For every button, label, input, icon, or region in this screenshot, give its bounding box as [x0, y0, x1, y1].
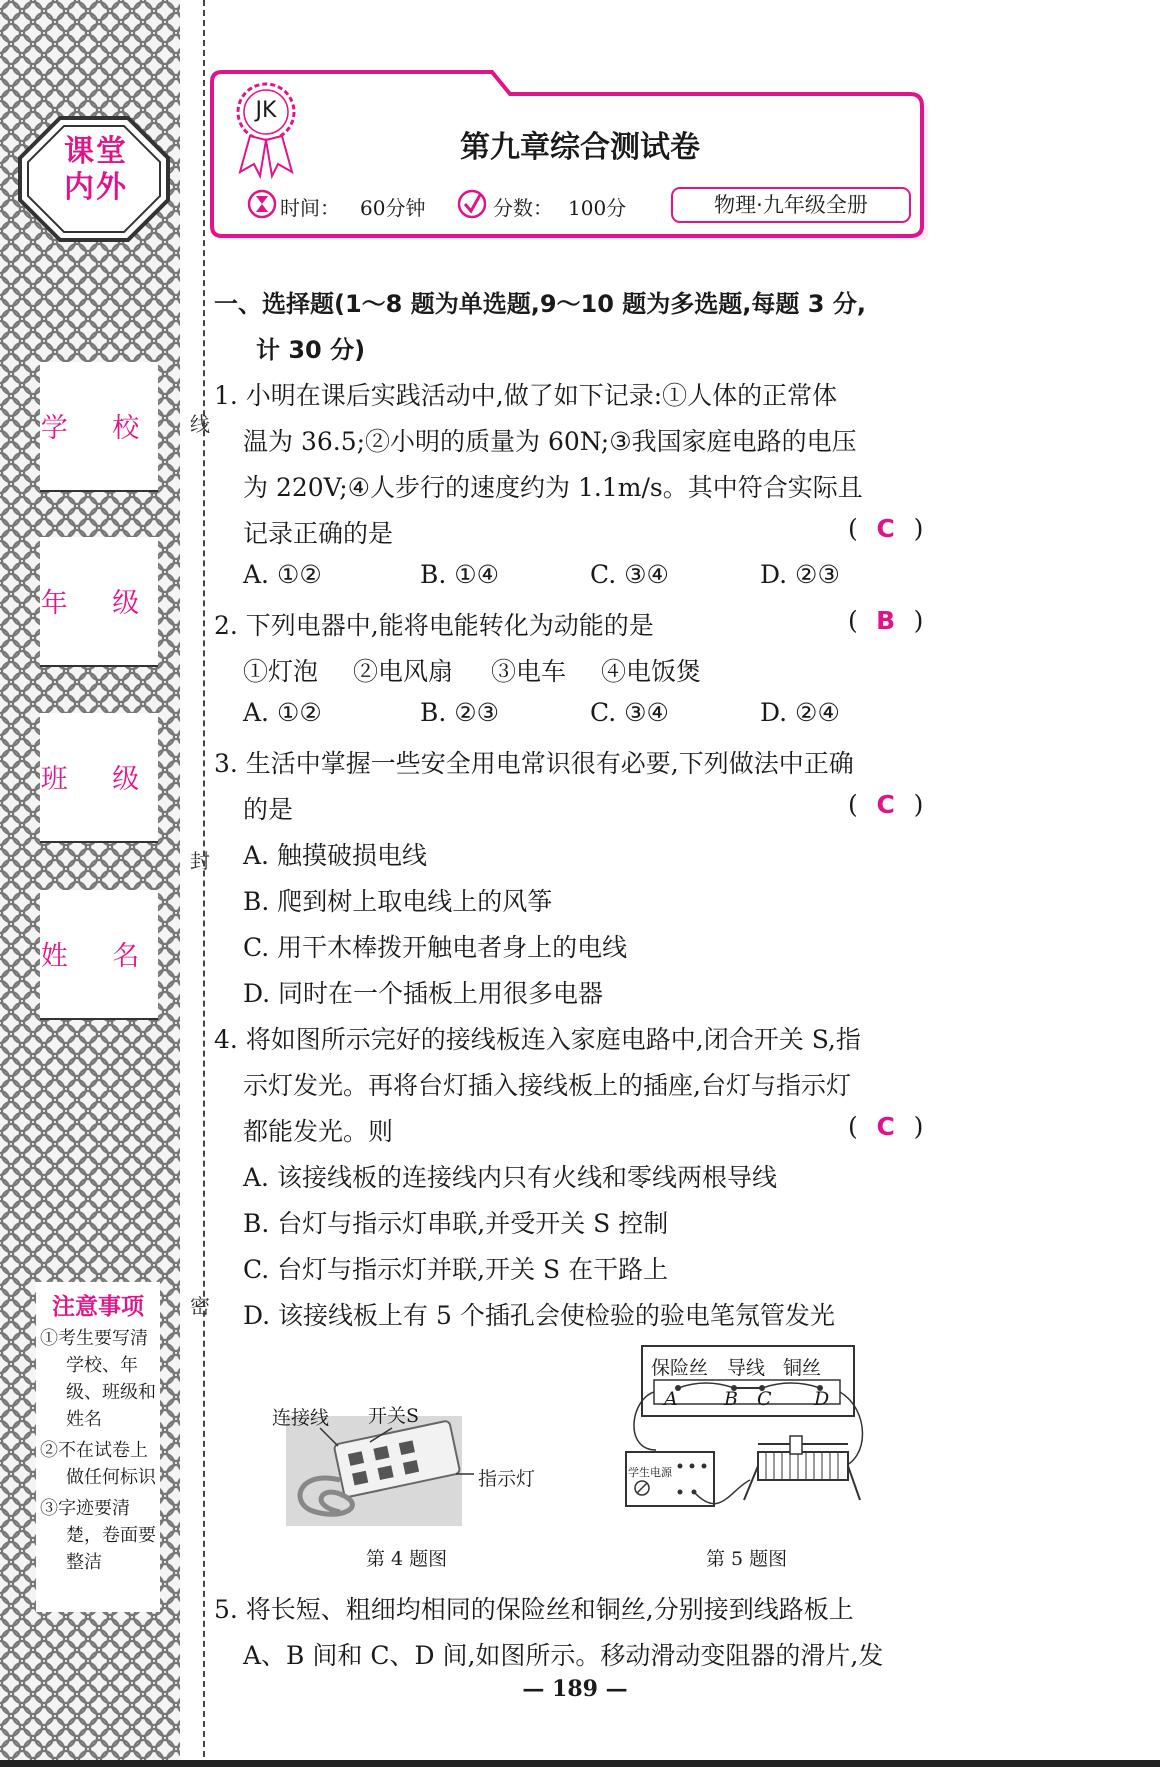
item: ②电风扇: [353, 657, 454, 686]
question-text: 3. 生活中掌握一些安全用电常识很有必要,下列做法中正确: [214, 749, 854, 778]
question-text: 为 220V;④人步行的速度约为 1.1m/s。其中符合实际且: [243, 473, 863, 502]
answer-blank[interactable]: ( C ): [848, 1112, 924, 1141]
figure-label: 导线: [727, 1357, 766, 1379]
question-text: 都能发光。则: [243, 1117, 394, 1146]
item: ③电车: [491, 657, 567, 686]
class-label: 班 级: [40, 764, 158, 795]
option: C. ③④: [590, 698, 669, 727]
answer-value: C: [876, 1112, 895, 1141]
section-heading: 一、选择题(1～8 题为单选题,9～10 题为多选题,每题 3 分,: [214, 290, 866, 318]
school-line[interactable]: [40, 490, 158, 492]
figure-label: 铜丝: [783, 1357, 822, 1379]
page-number: — 189 —: [522, 1676, 628, 1702]
option: A. ①②: [243, 698, 322, 727]
option: D. ②④: [760, 698, 840, 727]
logo: 课堂内外: [64, 134, 128, 205]
notice-box: [36, 1282, 160, 1612]
figure-label: 开关S: [368, 1405, 420, 1427]
option: B. ①④: [420, 560, 500, 589]
binding-line: [203, 0, 205, 1767]
binding-mark: 线: [190, 412, 210, 436]
notice-title: 注意事项: [52, 1294, 144, 1320]
option: A. 触摸破损电线: [243, 841, 427, 870]
point-label: D: [814, 1388, 830, 1410]
answer-blank[interactable]: ( C ): [848, 514, 924, 543]
class-line[interactable]: [40, 841, 158, 843]
point-label: B: [724, 1388, 738, 1410]
figure-caption: 第 4 题图: [366, 1548, 448, 1570]
page-number-value: 189: [552, 1676, 598, 1702]
question-text: 1. 小明在课后实践活动中,做了如下记录:①人体的正常体: [214, 381, 838, 410]
answer-blank[interactable]: ( C ): [848, 790, 924, 819]
question-text: 2. 下列电器中,能将电能转化为动能的是: [214, 611, 654, 640]
binding-mark: 密: [190, 1294, 210, 1318]
name-label: 姓 名: [40, 941, 158, 972]
grade-line[interactable]: [40, 665, 158, 667]
figure-label: 指示灯: [478, 1468, 536, 1490]
option: D. 同时在一个插板上用很多电器: [243, 979, 604, 1008]
option: C. 用干木棒拨开触电者身上的电线: [243, 933, 628, 962]
question-text: 4. 将如图所示完好的接线板连入家庭电路中,闭合开关 S,指: [214, 1025, 861, 1054]
question-text: 的是: [243, 795, 294, 824]
score-value: 100分: [568, 196, 627, 220]
point-label: C: [757, 1388, 772, 1410]
badge-text: JK: [255, 98, 277, 123]
option: B. 台灯与指示灯串联,并受开关 S 控制: [243, 1209, 669, 1238]
answer-value: C: [876, 514, 895, 543]
answer-value: C: [876, 790, 895, 819]
item: ①灯泡: [243, 657, 319, 686]
name-line[interactable]: [40, 1018, 158, 1020]
answer-blank[interactable]: ( B ): [848, 606, 924, 635]
grade-label: 年 级: [40, 588, 158, 619]
option: A. 该接线板的连接线内只有火线和零线两根导线: [243, 1163, 777, 1192]
subject-badge: 物理·九年级全册: [671, 187, 911, 223]
option: D. 该接线板上有 5 个插孔会使检验的验电笔氖管发光: [243, 1301, 835, 1330]
page-title: 第九章综合测试卷: [460, 130, 700, 165]
notice-item: ③字迹要清楚，卷面要整洁: [40, 1498, 156, 1573]
school-field: [40, 362, 158, 492]
point-label: A: [664, 1388, 678, 1410]
bottom-bar: [0, 1760, 1160, 1767]
question-text: A、B 间和 C、D 间,如图所示。移动滑动变阻器的滑片,发: [243, 1641, 884, 1670]
figure-label: 学生电源: [628, 1466, 672, 1479]
option: B. 爬到树上取电线上的风筝: [243, 887, 553, 916]
figure-label: 保险丝: [651, 1357, 709, 1379]
class-field: [40, 713, 158, 843]
time-label: 时间：: [280, 196, 340, 220]
notice-item: ①考生要写清学校、年级、班级和姓名: [40, 1328, 156, 1430]
answer-value: B: [876, 606, 896, 635]
item: ④电饭煲: [601, 657, 702, 686]
figure-caption: 第 5 题图: [706, 1548, 788, 1570]
option: B. ②③: [420, 698, 500, 727]
question-text: 温为 36.5;②小明的质量为 60N;③我国家庭电路的电压: [243, 427, 857, 456]
time-value: 60分钟: [360, 196, 426, 220]
question-text: 5. 将长短、粗细均相同的保险丝和铜丝,分别接到线路板上: [214, 1595, 854, 1624]
school-label: 学 校: [40, 413, 158, 444]
figure-label: 连接线: [272, 1407, 330, 1429]
name-field: [40, 890, 158, 1020]
grade-field: [40, 537, 158, 667]
notice-item: ②不在试卷上做任何标识: [40, 1440, 156, 1488]
option: C. ③④: [590, 560, 669, 589]
binding-mark: 封: [190, 849, 210, 873]
score-label: 分数：: [493, 196, 553, 220]
option: C. 台灯与指示灯并联,开关 S 在干路上: [243, 1255, 669, 1284]
question-text: 记录正确的是: [243, 519, 394, 548]
option: A. ①②: [243, 560, 322, 589]
option: D. ②③: [760, 560, 840, 589]
question-text: 示灯发光。再将台灯插入接线板上的插座,台灯与指示灯: [243, 1071, 851, 1100]
section-heading: 计 30 分): [256, 336, 366, 364]
